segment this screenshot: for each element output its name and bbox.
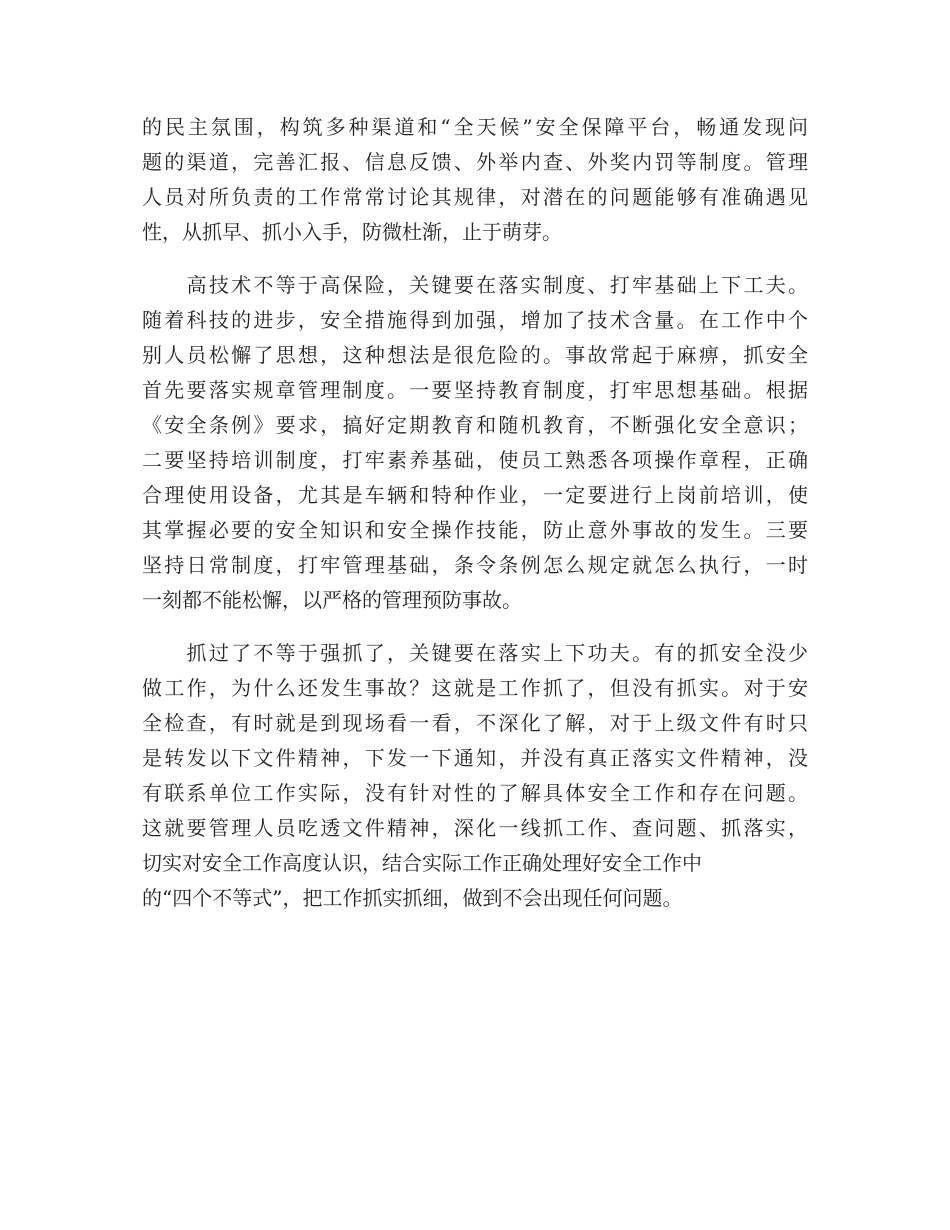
paragraph-1 <box>142 110 808 250</box>
text-line: 《安全条例》要求，搞好定期教育和随机教育，不断强化安全意识； <box>142 413 808 437</box>
text-line: 二要坚持培训制度，打牢素养基础，使员工熟悉各项操作章程，正确 <box>142 448 808 472</box>
text-line: 性，从抓早、抓小入手，防微杜渐，止于萌芽。 <box>142 220 562 244</box>
paragraph-2 <box>142 268 808 618</box>
text-line: 的“四个不等式”，把工作抓实抓细，做到不会出现任何问题。 <box>142 886 683 910</box>
text-line: 全检查，有时就是到现场看一看，不深化了解，对于上级文件有时只 <box>142 711 808 735</box>
text-line: 这就要管理人员吃透文件精神，深化一线抓工作、查问题、抓落实， <box>142 816 808 840</box>
text-line: 其掌握必要的安全知识和安全操作技能，防止意外事故的发生。三要 <box>142 518 808 542</box>
text-line: 是转发以下文件精神，下发一下通知，并没有真正落实文件精神，没 <box>142 746 808 770</box>
text-line: 一刻都不能松懈，以严格的管理预防事故。 <box>142 588 522 612</box>
text-line: 的民主氛围，构筑多种渠道和“全天候”安全保障平台，畅通发现问 <box>142 115 808 139</box>
text-line: 做工作，为什么还发生事故？这就是工作抓了，但没有抓实。对于安 <box>142 676 808 700</box>
text-line: 首先要落实规章管理制度。一要坚持教育制度，打牢思想基础。根据 <box>142 378 808 402</box>
text-line: 有联系单位工作实际，没有针对性的了解具体安全工作和存在问题。 <box>142 781 808 805</box>
paragraph-3 <box>142 636 808 916</box>
text-line: 合理使用设备，尤其是车辆和特种作业，一定要进行上岗前培训，使 <box>142 483 808 507</box>
text-line: 别人员松懈了思想，这种想法是很危险的。事故常起于麻痹，抓安全 <box>142 343 808 367</box>
text-line: 坚持日常制度，打牢管理基础，条令条例怎么规定就怎么执行，一时 <box>142 553 808 577</box>
text-line: 题的渠道，完善汇报、信息反馈、外举内查、外奖内罚等制度。管理 <box>142 150 808 174</box>
text-line: 抓过了不等于强抓了，关键要在落实上下功夫。有的抓安全没少 <box>142 641 808 665</box>
text-line: 人员对所负责的工作常常讨论其规律，对潜在的问题能够有准确遇见 <box>142 185 808 209</box>
text-line: 切实对安全工作高度认识，结合实际工作正确处理好安全工作中 <box>142 851 702 875</box>
text-line: 高技术不等于高保险，关键要在落实制度、打牢基础上下工夫。 <box>142 273 808 297</box>
text-line: 随着科技的进步，安全措施得到加强，增加了技术含量。在工作中个 <box>142 308 808 332</box>
document-body <box>142 110 808 934</box>
